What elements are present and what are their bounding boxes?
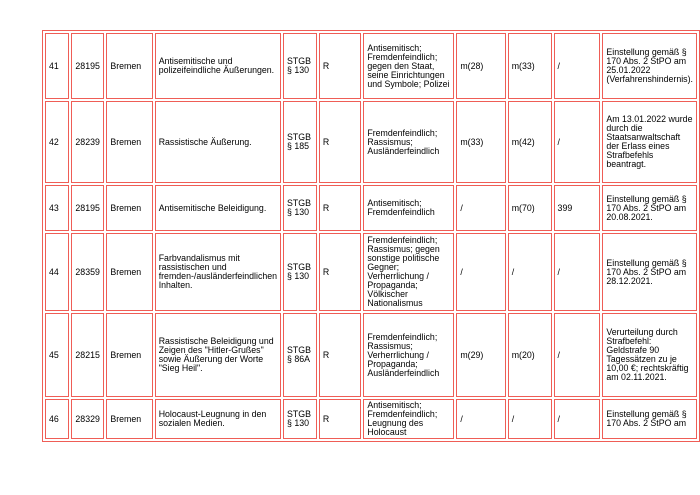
cell-value-1: m(28) (456, 33, 505, 99)
cell-outcome: Einstellung gemäß § 170 Abs. 2 StPO am 25.01.2022 (Verfahrenshindernis). (602, 33, 697, 99)
cases-table (42, 30, 700, 442)
table-row (45, 33, 697, 99)
cell-statute: STGB § 130 (283, 399, 317, 439)
cell-row-number: 42 (45, 101, 69, 183)
cell-case-number: 28359 (71, 233, 104, 311)
cell-value-2: m(70) (508, 185, 552, 231)
cell-categories: Antisemitisch; Fremdenfeindlich; Leugnung des Holocaust (363, 399, 454, 439)
cell-case-number: 28239 (71, 101, 104, 183)
cell-marker: R (319, 233, 361, 311)
cell-statute: STGB § 86A (283, 313, 317, 397)
cell-row-number: 43 (45, 185, 69, 231)
cell-value-1: m(33) (456, 101, 505, 183)
cell-case-number: 28215 (71, 313, 104, 397)
table-row (45, 185, 697, 231)
cell-city: Bremen (106, 233, 152, 311)
cell-city: Bremen (106, 185, 152, 231)
cell-value-1: m(29) (456, 313, 505, 397)
cell-value-3: / (554, 313, 601, 397)
cell-description: Antisemitische und polizeifeindliche Äußerungen. (155, 33, 281, 99)
cell-description: Rassistische Beleidigung und Zeigen des "Hitler-Grußes" sowie Äußerung der Worte "Sieg Heil". (155, 313, 281, 397)
cell-value-1: / (456, 233, 505, 311)
cell-value-1: / (456, 185, 505, 231)
table-row (45, 313, 697, 397)
cell-categories: Antisemitisch; Fremdenfeindlich; gegen den Staat, seine Einrichtungen und Symbole; Polizei (363, 33, 454, 99)
cell-description: Antisemitische Beleidigung. (155, 185, 281, 231)
cell-outcome: Einstellung gemäß § 170 Abs. 2 StPO am 28.12.2021. (602, 233, 697, 311)
cell-value-1: / (456, 399, 505, 439)
cell-categories: Fremdenfeindlich; Rassismus; gegen sonstige politische Gegner; Verherrlichung / Propaganda; Völkischer Nationalismus (363, 233, 454, 311)
cell-value-2: / (508, 233, 552, 311)
cases-table-body (45, 33, 697, 439)
cell-marker: R (319, 313, 361, 397)
cell-outcome: Verurteilung durch Strafbefehl: Geldstrafe 90 Tagessätzen zu je 10,00 €; rechtskräftig am 02.11.2021. (602, 313, 697, 397)
cell-outcome: Einstellung gemäß § 170 Abs. 2 StPO am 20.08.2021. (602, 185, 697, 231)
cell-description: Farbvandalismus mit rassistischen und fremden-/ausländerfeindlichen Inhalten. (155, 233, 281, 311)
cell-value-2: m(20) (508, 313, 552, 397)
cell-marker: R (319, 101, 361, 183)
cell-value-2: / (508, 399, 552, 439)
table-row (45, 399, 697, 439)
cell-statute: STGB § 185 (283, 101, 317, 183)
cell-row-number: 45 (45, 313, 69, 397)
cell-description: Holocaust-Leugnung in den sozialen Medien. (155, 399, 281, 439)
cell-categories: Fremdenfeindlich; Rassismus; Verherrlichung / Propaganda; Ausländerfeindlich (363, 313, 454, 397)
cell-marker: R (319, 185, 361, 231)
cell-outcome: Am 13.01.2022 wurde durch die Staatsanwaltschaft der Erlass eines Strafbefehls beantragt. (602, 101, 697, 183)
cell-city: Bremen (106, 33, 152, 99)
cell-case-number: 28195 (71, 33, 104, 99)
cell-row-number: 41 (45, 33, 69, 99)
cell-marker: R (319, 33, 361, 99)
cell-city: Bremen (106, 313, 152, 397)
cell-row-number: 44 (45, 233, 69, 311)
cell-case-number: 28329 (71, 399, 104, 439)
cell-statute: STGB § 130 (283, 33, 317, 99)
cell-value-3: / (554, 101, 601, 183)
table-row (45, 233, 697, 311)
cell-marker: R (319, 399, 361, 439)
cell-categories: Antisemitisch; Fremdenfeindlich (363, 185, 454, 231)
cell-value-3: / (554, 399, 601, 439)
cell-case-number: 28195 (71, 185, 104, 231)
cell-statute: STGB § 130 (283, 233, 317, 311)
cell-city: Bremen (106, 101, 152, 183)
cell-value-2: m(33) (508, 33, 552, 99)
cell-value-2: m(42) (508, 101, 552, 183)
cell-row-number: 46 (45, 399, 69, 439)
cell-description: Rassistische Äußerung. (155, 101, 281, 183)
cell-outcome: Einstellung gemäß § 170 Abs. 2 StPO am (602, 399, 697, 439)
cell-categories: Fremdenfeindlich; Rassismus; Ausländerfeindlich (363, 101, 454, 183)
cell-city: Bremen (106, 399, 152, 439)
cell-value-3: / (554, 33, 601, 99)
cell-value-3: 399 (554, 185, 601, 231)
cell-statute: STGB § 130 (283, 185, 317, 231)
cell-value-3: / (554, 233, 601, 311)
table-row (45, 101, 697, 183)
